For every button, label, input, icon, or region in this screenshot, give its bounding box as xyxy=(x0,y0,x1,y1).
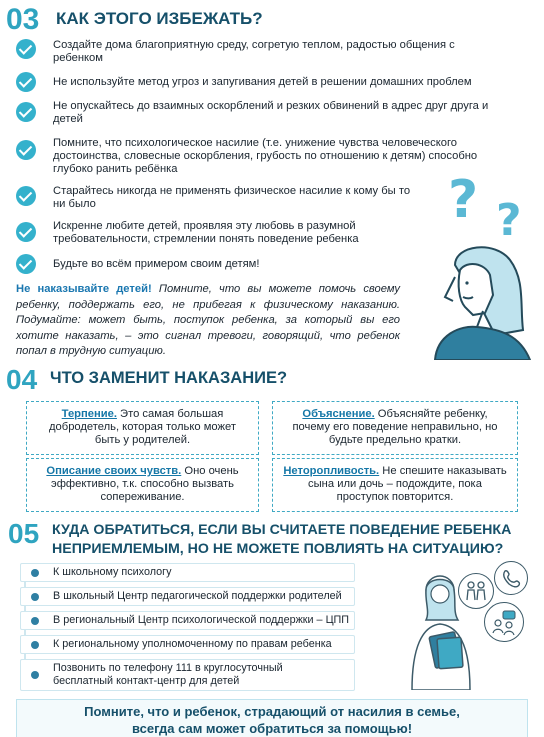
chat-people-icon xyxy=(484,602,524,642)
tip-text: Объясняйте ребенку, почему его поведение неправильно, но будьте предельно кратки. xyxy=(292,408,498,446)
check-icon xyxy=(16,222,36,242)
contact-label: В региональный Центр психологической поддержки – ЦПП xyxy=(53,614,350,626)
bullet-icon xyxy=(31,569,39,577)
check-icon xyxy=(16,140,36,160)
check-icon xyxy=(16,72,36,92)
question-mark-icon: ? xyxy=(496,195,522,246)
contact-label: К школьному психологу xyxy=(53,566,172,578)
tip-label: Объяснение. xyxy=(302,408,375,420)
tip-box-patience xyxy=(26,401,259,455)
tip-label: Неторопливость. xyxy=(283,465,380,477)
checklist-item: Не опускайтесь до взаимных оскорблений и резких обвинений в адрес друг друга и детей xyxy=(53,100,489,125)
checklist-item: Искренне любите детей, проявляя эту любовь в разумной требовательности, стремлении понять поведение ребенка xyxy=(53,220,359,245)
bullet-icon xyxy=(31,593,39,601)
thinking-woman-illustration xyxy=(415,235,540,360)
check-icon xyxy=(16,186,36,206)
contact-label: В школьный Центр педагогической поддержки родителей xyxy=(53,590,342,602)
checklist-item: Будьте во всём примером своим детям! xyxy=(53,258,260,270)
footer-line2: всегда сам может обратиться за помощью! xyxy=(131,721,413,736)
tip-label: Описание своих чувств. xyxy=(46,465,182,477)
bullet-icon xyxy=(31,617,39,625)
section-4-number: 04 xyxy=(6,364,38,395)
note-lead: Не наказывайте детей! xyxy=(16,283,152,295)
tip-box-explanation xyxy=(272,401,518,455)
check-icon xyxy=(16,39,36,59)
contact-school-psychologist xyxy=(20,563,355,582)
section-5-title-line1: КУДА ОБРАТИТЬСЯ, ЕСЛИ ВЫ СЧИТАЕТЕ ПОВЕДЕНИЕ РЕБЕНКА xyxy=(52,522,512,538)
section-3-title: КАК ЭТОГО ИЗБЕЖАТЬ? xyxy=(56,9,263,28)
phone-icon xyxy=(494,561,528,595)
section-5-number: 05 xyxy=(8,518,40,549)
section-3-number: 03 xyxy=(6,3,40,36)
bullet-icon xyxy=(31,641,39,649)
check-icon xyxy=(16,254,36,274)
tip-label: Терпение. xyxy=(61,408,117,420)
checklist-item: Не используйте метод угроз и запугивания детей в решении домашних проблем xyxy=(53,76,472,88)
tip-text: Это самая большая добродетель, которая только может быть у родителей. xyxy=(49,408,236,446)
contact-regional-center xyxy=(20,611,355,630)
question-mark-icon: ? xyxy=(448,170,479,230)
tip-text: Оно очень эффективно, т.к. способно вызвать сопереживание. xyxy=(51,465,239,503)
contact-helpline xyxy=(20,659,355,691)
note-text: Помните, что вы можете помочь своему ребенку, поддержать его, не прибегая к физическому наказанию. Подумайте: может быть, поступок ребенка, за который вы его хотите наказать, – это сигнал тревоги, говорящий, что ребенок попал в трудную ситуацию. xyxy=(16,283,400,357)
contact-label: Позвонить по телефону 111 в круглосуточный бесплатный контакт-центр для детей xyxy=(53,662,283,687)
bullet-icon xyxy=(31,671,39,679)
tip-box-unhurried xyxy=(272,458,518,512)
section-5-title-line2: НЕПРИЕМЛЕМЫМ, НО НЕ МОЖЕТЕ ПОВЛИЯТЬ НА СИТУАЦИЮ? xyxy=(52,541,504,557)
footer-banner xyxy=(16,699,528,737)
footer-line1: Помните, что и ребенок, страдающий от насилия в семье, xyxy=(84,704,460,719)
checklist-item: Создайте дома благоприятную среду, согретую теплом, радостью общения с ребенком xyxy=(53,39,455,64)
contact-ombudsman xyxy=(20,635,355,654)
section-4-title: ЧТО ЗАМЕНИТ НАКАЗАНИЕ? xyxy=(50,369,288,387)
checklist-item: Помните, что психологическое насилие (т.е. унижение чувства человеческого достоинства, словесные оскорбления, грубость по отношению к детям) способно глубоко ранить ребёнка xyxy=(53,137,478,175)
contact-label: К региональному уполномоченному по правам ребенка xyxy=(53,638,332,650)
check-icon xyxy=(16,102,36,122)
tip-text: Не спешите наказывать сына или дочь – подождите, пока проступок повторится. xyxy=(308,465,507,503)
contact-school-center xyxy=(20,587,355,606)
punishment-note xyxy=(16,282,400,360)
tip-box-feelings xyxy=(26,458,259,512)
checklist-item: Старайтесь никогда не применять физическое насилие к кому бы то ни было xyxy=(53,185,411,210)
